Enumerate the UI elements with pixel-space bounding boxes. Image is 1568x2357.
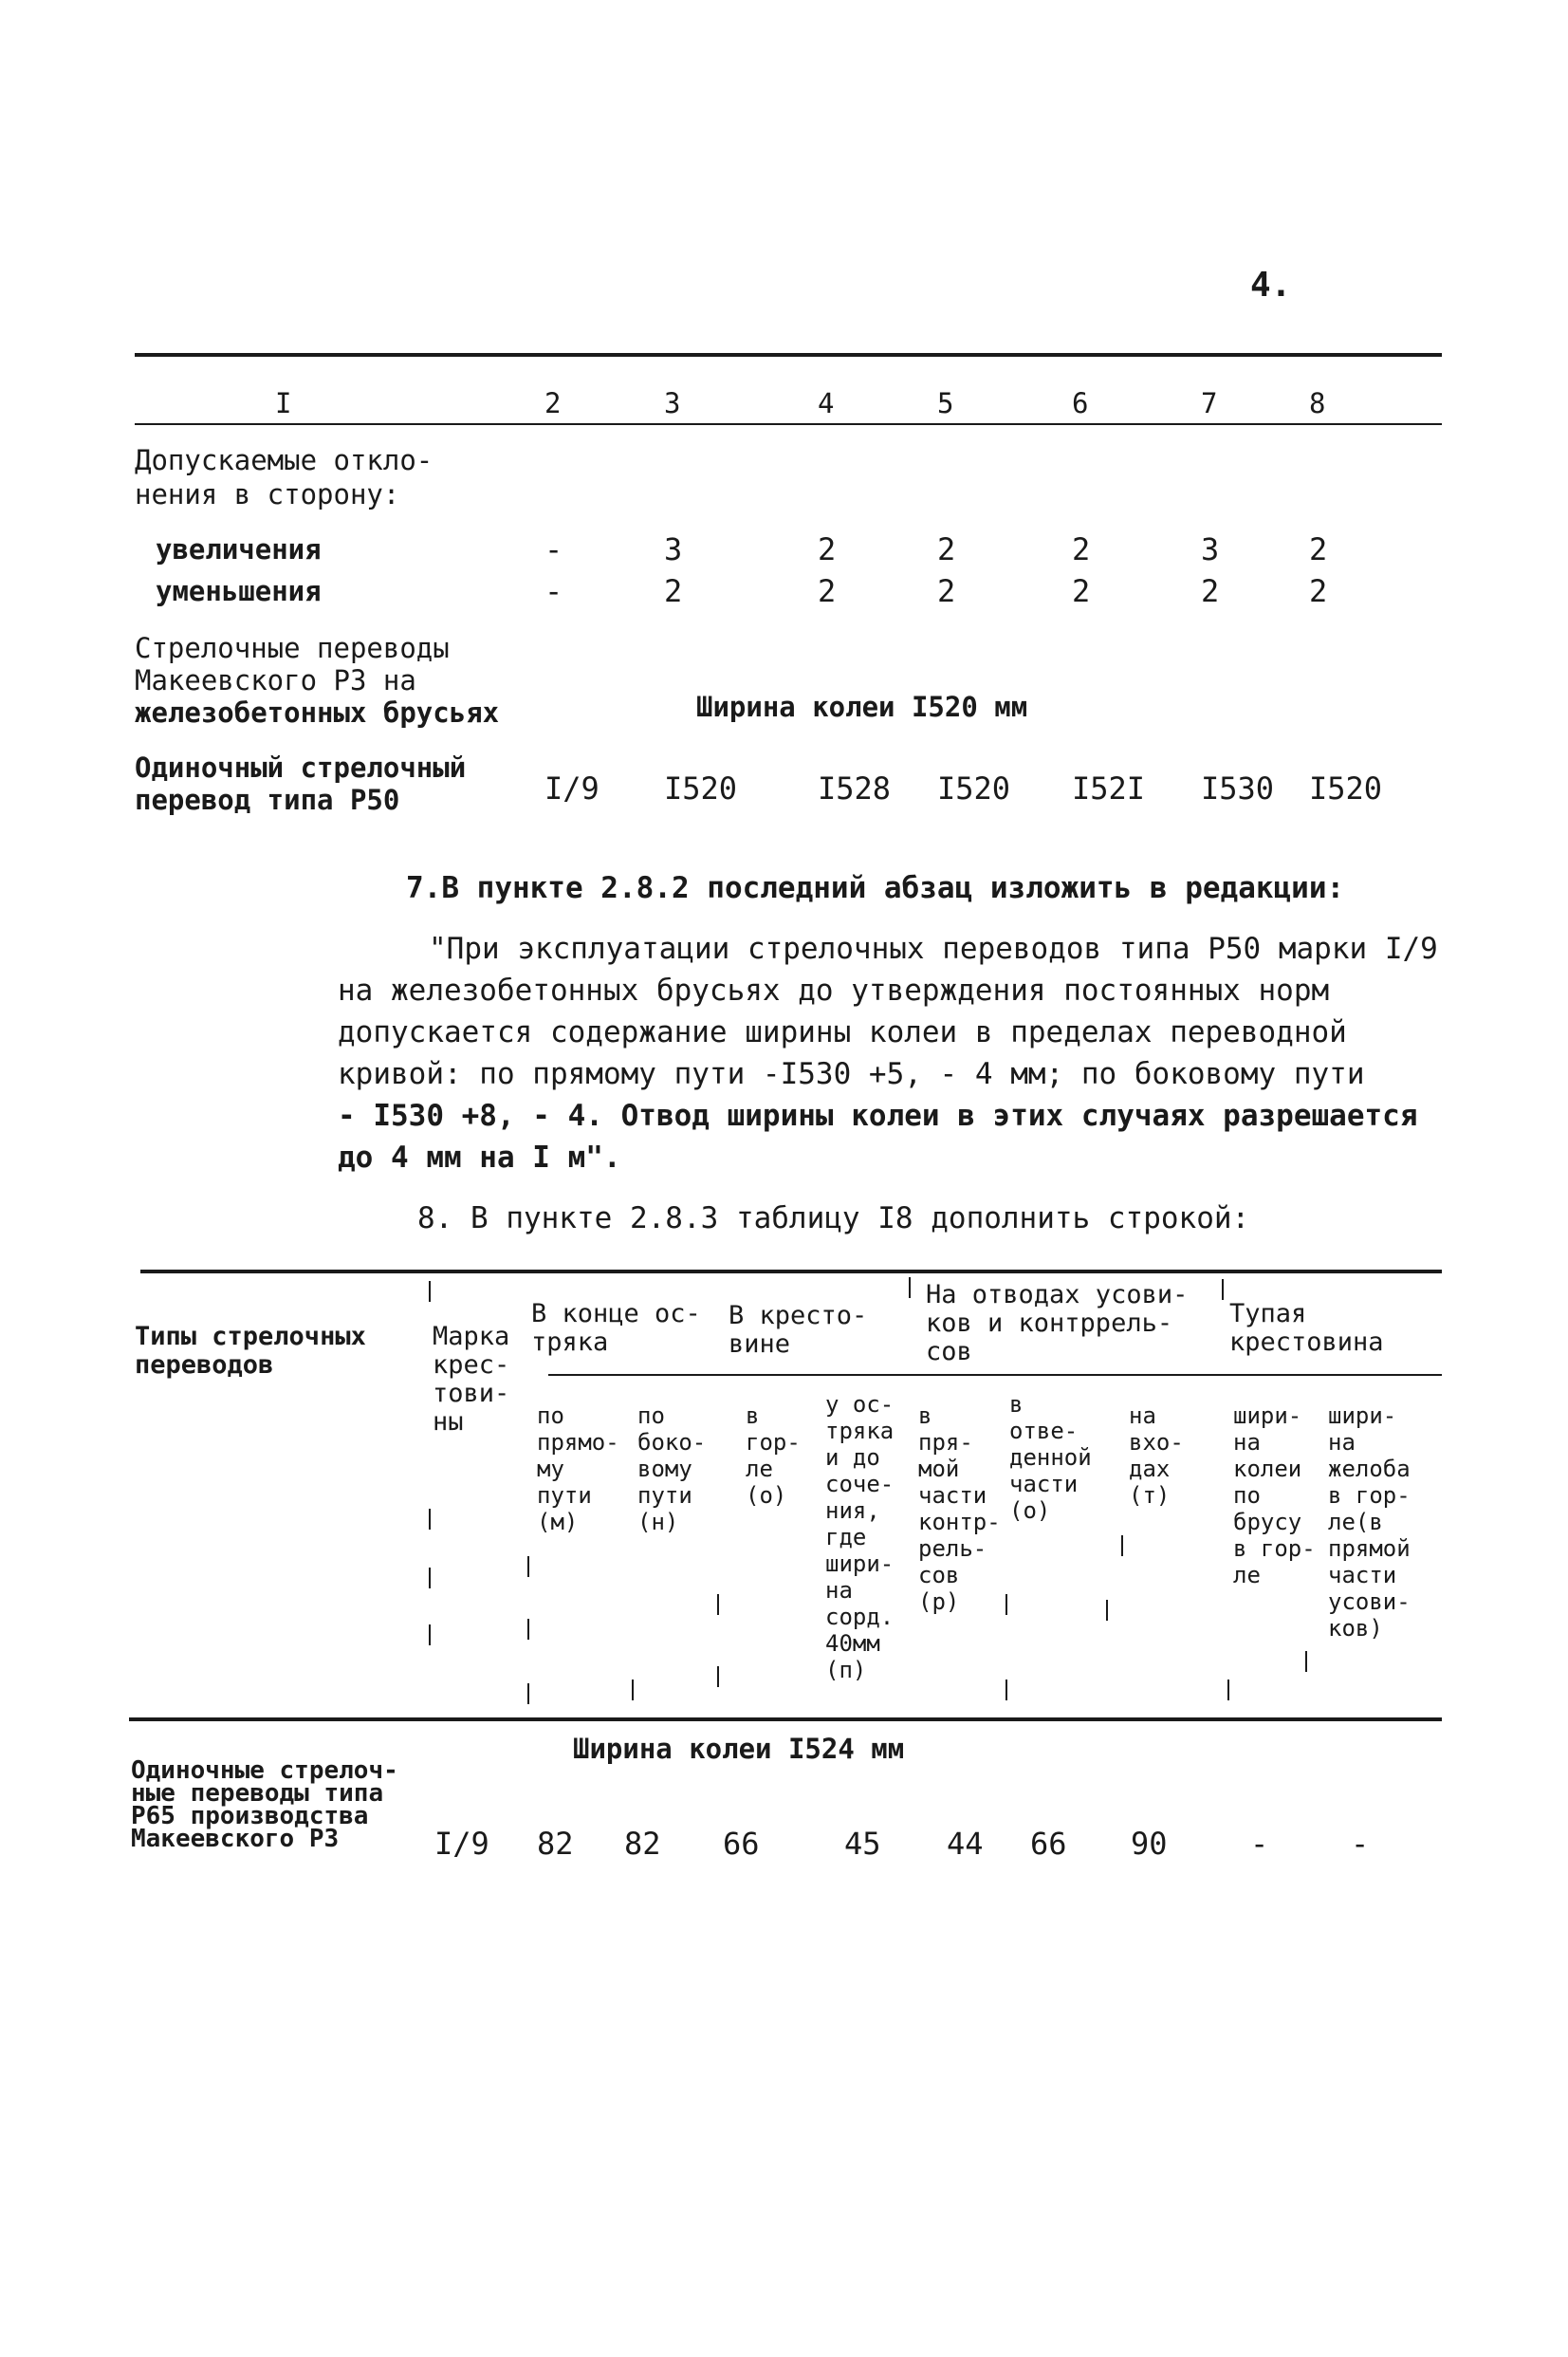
column-separator	[429, 1509, 431, 1530]
column-separator	[1305, 1651, 1307, 1672]
table2-sub-pryamoi-chasti: в пря- мой части контр- рель- сов (р)	[918, 1402, 1001, 1615]
row-value: 2	[937, 573, 956, 609]
table1-col-header: 2	[544, 387, 562, 419]
table2-header-otvody: На отводах усови- ков и контррель- сов	[926, 1280, 1189, 1366]
table1-col-header: 7	[1201, 387, 1218, 419]
column-separator	[429, 1624, 431, 1645]
table2-sub-ostryaka: у ос- тряка и до соче- ния, где шири- на сорд. 40мм (п)	[825, 1391, 895, 1683]
single-label-line: Одиночный стрелочный	[135, 752, 467, 784]
section-label-line: железобетонных брусьях	[135, 696, 500, 729]
row-label: уменьшения	[156, 575, 322, 607]
table1-col-header: 5	[937, 387, 954, 419]
column-separator	[1106, 1600, 1108, 1621]
column-separator	[527, 1619, 529, 1640]
para8-heading: 8. В пункте 2.8.3 таблицу I8 дополнить строкой:	[417, 1201, 1250, 1235]
table2-value: 44	[947, 1826, 984, 1862]
table2-value: 90	[1131, 1826, 1168, 1862]
page-number: 4.	[1250, 266, 1292, 305]
row-value: 2	[1072, 573, 1091, 609]
table2-value: 82	[624, 1826, 661, 1862]
column-separator	[1227, 1680, 1229, 1700]
row-label: увеличения	[156, 533, 322, 566]
column-separator	[429, 1568, 431, 1588]
table2-sub-bokovomu: по боко- вому пути (н)	[637, 1402, 707, 1535]
para7-heading: 7.В пункте 2.8.2 последний абзац изложить в редакции:	[406, 871, 1345, 905]
table1-col-header: 4	[818, 387, 835, 419]
row-value: 2	[1201, 573, 1220, 609]
table1-col-header: I	[275, 387, 292, 419]
table2-header-tupaya: Тупая крестовина	[1229, 1299, 1384, 1357]
table1-header-rule	[135, 423, 1442, 425]
para7-line: "При эксплуатации стрелочных переводов типа Р50 марки I/9	[429, 932, 1438, 966]
row-value: 2	[1309, 573, 1328, 609]
table2-sub-otvedennoi: в отве- денной части (о)	[1009, 1391, 1092, 1524]
single-value: I520	[1309, 770, 1383, 807]
table1-top-rule	[135, 353, 1442, 357]
table1-col-header: 8	[1309, 387, 1326, 419]
single-value: I520	[664, 770, 738, 807]
row-value: 2	[1309, 531, 1328, 567]
single-value: I52I	[1072, 770, 1146, 807]
para7-line: кривой: по прямому пути -I530 +5, - 4 мм; по боковому пути	[338, 1057, 1365, 1091]
section-label-line: Макеевского РЗ на	[135, 664, 416, 696]
para7-line: допускается содержание ширины колеи в пределах переводной	[338, 1015, 1347, 1049]
row-value: 2	[937, 531, 956, 567]
column-separator	[717, 1594, 719, 1615]
table2-section-heading: Ширина колеи I524 мм	[573, 1733, 905, 1765]
table2-sub-vkhodakh: на вхо- дах (т)	[1129, 1402, 1184, 1509]
table2-sub-shirina-zheloba: шири- на желоба в гор- ле(в прямой части усови- ков)	[1328, 1402, 1411, 1642]
table1-col-header: 3	[664, 387, 681, 419]
single-value: I520	[937, 770, 1011, 807]
table2-value: 45	[844, 1826, 881, 1862]
table2-value: 66	[723, 1826, 760, 1862]
row-value: 2	[1072, 531, 1091, 567]
column-separator	[1005, 1680, 1007, 1700]
column-separator	[527, 1556, 529, 1577]
section-label-line: Стрелочные переводы	[135, 632, 450, 664]
table2-sub-shirina-kolei: шири- на колеи по брусу в гор- ле	[1233, 1402, 1316, 1588]
row-value: 2	[664, 573, 683, 609]
row-value: 2	[818, 573, 837, 609]
row-value: -	[544, 573, 563, 609]
table2-header-krest: В кресто- вине	[729, 1301, 868, 1359]
column-separator	[527, 1683, 529, 1704]
table2-sub-gorle: в гор- ле (о)	[746, 1402, 801, 1509]
table2-value: -	[1351, 1826, 1370, 1862]
column-separator	[1222, 1279, 1224, 1300]
single-value: I/9	[544, 770, 600, 807]
table2-header-kontse: В конце ос- тряка	[531, 1299, 701, 1357]
column-separator	[1121, 1535, 1123, 1556]
table2-header-types: Типы стрелочных переводов	[135, 1322, 366, 1380]
column-separator	[909, 1277, 911, 1298]
single-value: I530	[1201, 770, 1275, 807]
table2-value: 66	[1030, 1826, 1067, 1862]
section-heading: Ширина колеи I520 мм	[696, 691, 1028, 723]
column-separator	[632, 1680, 634, 1700]
para7-line: - I530 +8, - 4. Отвод ширины колеи в этих случаях разрешается	[338, 1099, 1418, 1133]
para7-line: до 4 мм на I м".	[338, 1141, 621, 1175]
table2-row-label: Одиночные стрелоч- ные переводы типа Р65 производства Макеевского РЗ	[131, 1756, 398, 1853]
row-value: -	[544, 531, 563, 567]
para7-line: на железобетонных брусьях до утверждения постоянных норм	[338, 974, 1330, 1008]
table2-subheader-rule	[548, 1374, 1442, 1376]
row-value: 3	[664, 531, 683, 567]
single-value: I528	[818, 770, 892, 807]
column-separator	[717, 1666, 719, 1687]
deviation-label-line: Допускаемые откло-	[135, 444, 434, 476]
table2-value: -	[1250, 1826, 1269, 1862]
table2-value: I/9	[434, 1826, 489, 1862]
deviation-label-line: нения в сторону:	[135, 478, 400, 510]
column-separator	[429, 1281, 431, 1302]
table2-value: 82	[537, 1826, 574, 1862]
table2-sub-pryamomu: по прямо- му пути (м)	[537, 1402, 619, 1535]
row-value: 3	[1201, 531, 1220, 567]
table1-col-header: 6	[1072, 387, 1089, 419]
table2-header-marka: Марка крес- тови- ны	[433, 1322, 510, 1437]
row-value: 2	[818, 531, 837, 567]
table2-bottom-header-rule	[129, 1717, 1442, 1721]
column-separator	[1005, 1594, 1007, 1615]
single-label-line: перевод типа Р50	[135, 784, 400, 816]
table2-top-rule	[140, 1270, 1442, 1273]
